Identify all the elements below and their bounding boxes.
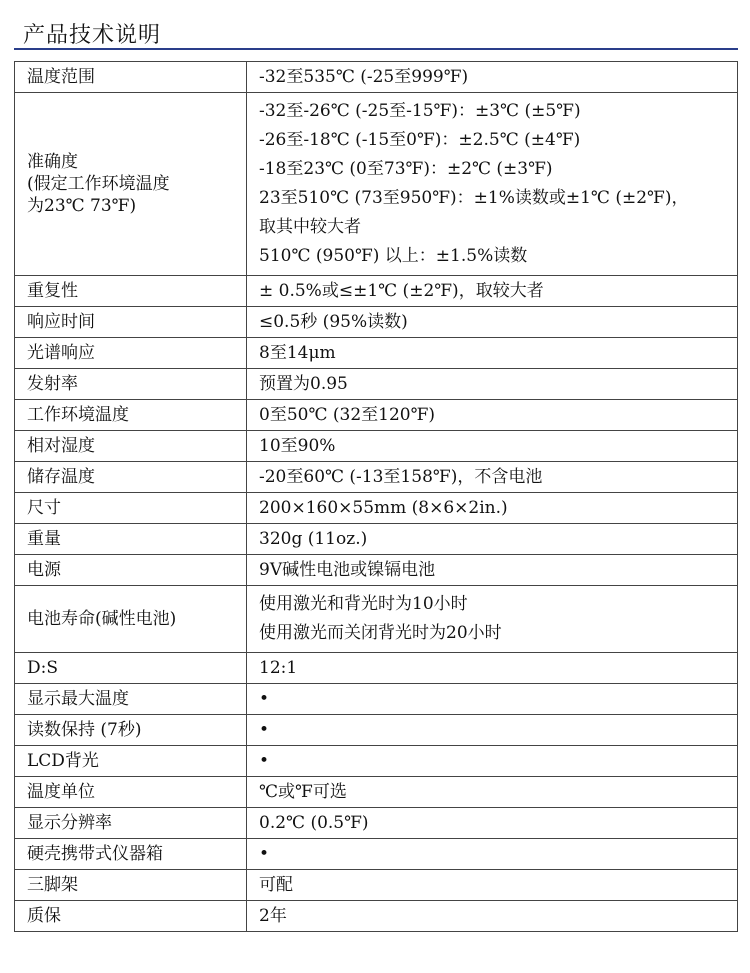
- spec-label: 读数保持 (7秒): [15, 715, 247, 746]
- spec-row: [15, 338, 738, 369]
- spec-value: [247, 431, 738, 462]
- spec-value: [247, 839, 738, 870]
- spec-label: 尺寸: [15, 493, 247, 524]
- spec-value-line: ≤0.5秒 (95%读数): [259, 312, 408, 332]
- spec-value-line: 320g (11oz.): [259, 529, 368, 549]
- spec-value: [247, 307, 738, 338]
- spec-value-line: •: [259, 689, 270, 709]
- spec-label: 发射率: [15, 369, 247, 400]
- spec-value: [247, 400, 738, 431]
- spec-value-line: 使用激光而关闭背光时为20小时: [259, 623, 502, 643]
- spec-value: [247, 524, 738, 555]
- spec-row: [15, 93, 738, 276]
- spec-value-line: 10至90%: [259, 436, 336, 456]
- spec-label: [15, 93, 247, 276]
- spec-label: 显示最大温度: [15, 684, 247, 715]
- spec-label: 三脚架: [15, 870, 247, 901]
- spec-value: [247, 493, 738, 524]
- spec-value: [247, 93, 738, 276]
- spec-row: [15, 808, 738, 839]
- spec-value: [247, 62, 738, 93]
- spec-label: 电源: [15, 555, 247, 586]
- spec-value-line: •: [259, 844, 270, 864]
- title-underline: [14, 48, 738, 50]
- spec-value-line: -32至-26℃ (-25至-15℉)：±3℃ (±5℉): [259, 101, 581, 121]
- spec-value-line: 2年: [259, 906, 287, 926]
- spec-row: [15, 400, 738, 431]
- spec-value-line: -26至-18℃ (-15至0℉)：±2.5℃ (±4℉): [259, 130, 581, 150]
- spec-row: [15, 870, 738, 901]
- spec-value: [247, 684, 738, 715]
- spec-value-line: •: [259, 751, 270, 771]
- spec-value: [247, 715, 738, 746]
- spec-row: [15, 746, 738, 777]
- spec-value: [247, 338, 738, 369]
- spec-label: LCD背光: [15, 746, 247, 777]
- spec-label: 重量: [15, 524, 247, 555]
- spec-label: 相对湿度: [15, 431, 247, 462]
- spec-value: [247, 369, 738, 400]
- spec-row: [15, 431, 738, 462]
- spec-label-line: (假定工作环境温度: [27, 174, 170, 194]
- spec-row: [15, 493, 738, 524]
- spec-value-line: 8至14μm: [259, 343, 336, 363]
- spec-row: [15, 586, 738, 653]
- spec-value-line: 510℃ (950℉) 以上：±1.5%读数: [259, 246, 528, 266]
- spec-value-line: 可配: [259, 875, 293, 895]
- spec-value-line: 使用激光和背光时为10小时: [259, 594, 468, 614]
- spec-label: 显示分辨率: [15, 808, 247, 839]
- spec-row: [15, 369, 738, 400]
- spec-row: [15, 901, 738, 932]
- spec-row: [15, 777, 738, 808]
- spec-label: 电池寿命(碱性电池): [15, 586, 247, 653]
- spec-row: [15, 62, 738, 93]
- spec-value: [247, 653, 738, 684]
- spec-label: 储存温度: [15, 462, 247, 493]
- spec-value: [247, 746, 738, 777]
- spec-label: D:S: [15, 653, 247, 684]
- spec-label: 温度单位: [15, 777, 247, 808]
- spec-value: [247, 808, 738, 839]
- spec-value-line: 12:1: [259, 658, 298, 678]
- spec-table: [14, 61, 738, 932]
- spec-label: 响应时间: [15, 307, 247, 338]
- spec-value-line: 9V碱性电池或镍镉电池: [259, 560, 436, 580]
- spec-value-line: ± 0.5%或≤±1℃ (±2℉)，取较大者: [259, 281, 544, 301]
- spec-row: [15, 307, 738, 338]
- spec-value: [247, 901, 738, 932]
- spec-value: [247, 462, 738, 493]
- spec-value: [247, 777, 738, 808]
- spec-value-line: 23至510℃ (73至950℉)：±1%读数或±1℃ (±2℉)，: [259, 188, 689, 208]
- spec-value-line: 预置为0.95: [259, 374, 348, 394]
- spec-value-line: ℃或℉可选: [259, 782, 347, 802]
- spec-value: [247, 276, 738, 307]
- spec-value-line: 200×160×55mm (8×6×2in.): [259, 498, 508, 518]
- spec-value-line: 取其中较大者: [259, 217, 361, 237]
- page-title: 产品技术说明: [23, 23, 162, 48]
- spec-label: 温度范围: [15, 62, 247, 93]
- spec-label-line: 准确度: [27, 152, 78, 172]
- spec-value: [247, 870, 738, 901]
- spec-row: [15, 839, 738, 870]
- spec-row: [15, 555, 738, 586]
- spec-value: [247, 586, 738, 653]
- spec-label: 重复性: [15, 276, 247, 307]
- spec-row: [15, 462, 738, 493]
- spec-value-line: -20至60℃ (-13至158℉)，不含电池: [259, 467, 543, 487]
- spec-label-line: 为23℃ 73℉): [27, 196, 137, 216]
- spec-value-line: 0至50℃ (32至120℉): [259, 405, 436, 425]
- spec-row: [15, 653, 738, 684]
- spec-row: [15, 524, 738, 555]
- spec-value-line: 0.2℃ (0.5℉): [259, 813, 369, 833]
- spec-value-line: -18至23℃ (0至73℉)：±2℃ (±3℉): [259, 159, 553, 179]
- spec-label: 光谱响应: [15, 338, 247, 369]
- spec-value-line: -32至535℃ (-25至999℉): [259, 67, 469, 87]
- spec-label: 质保: [15, 901, 247, 932]
- spec-value: [247, 555, 738, 586]
- spec-value-line: •: [259, 720, 270, 740]
- spec-row: [15, 276, 738, 307]
- spec-label: 硬壳携带式仪器箱: [15, 839, 247, 870]
- spec-row: [15, 684, 738, 715]
- spec-label: 工作环境温度: [15, 400, 247, 431]
- spec-row: [15, 715, 738, 746]
